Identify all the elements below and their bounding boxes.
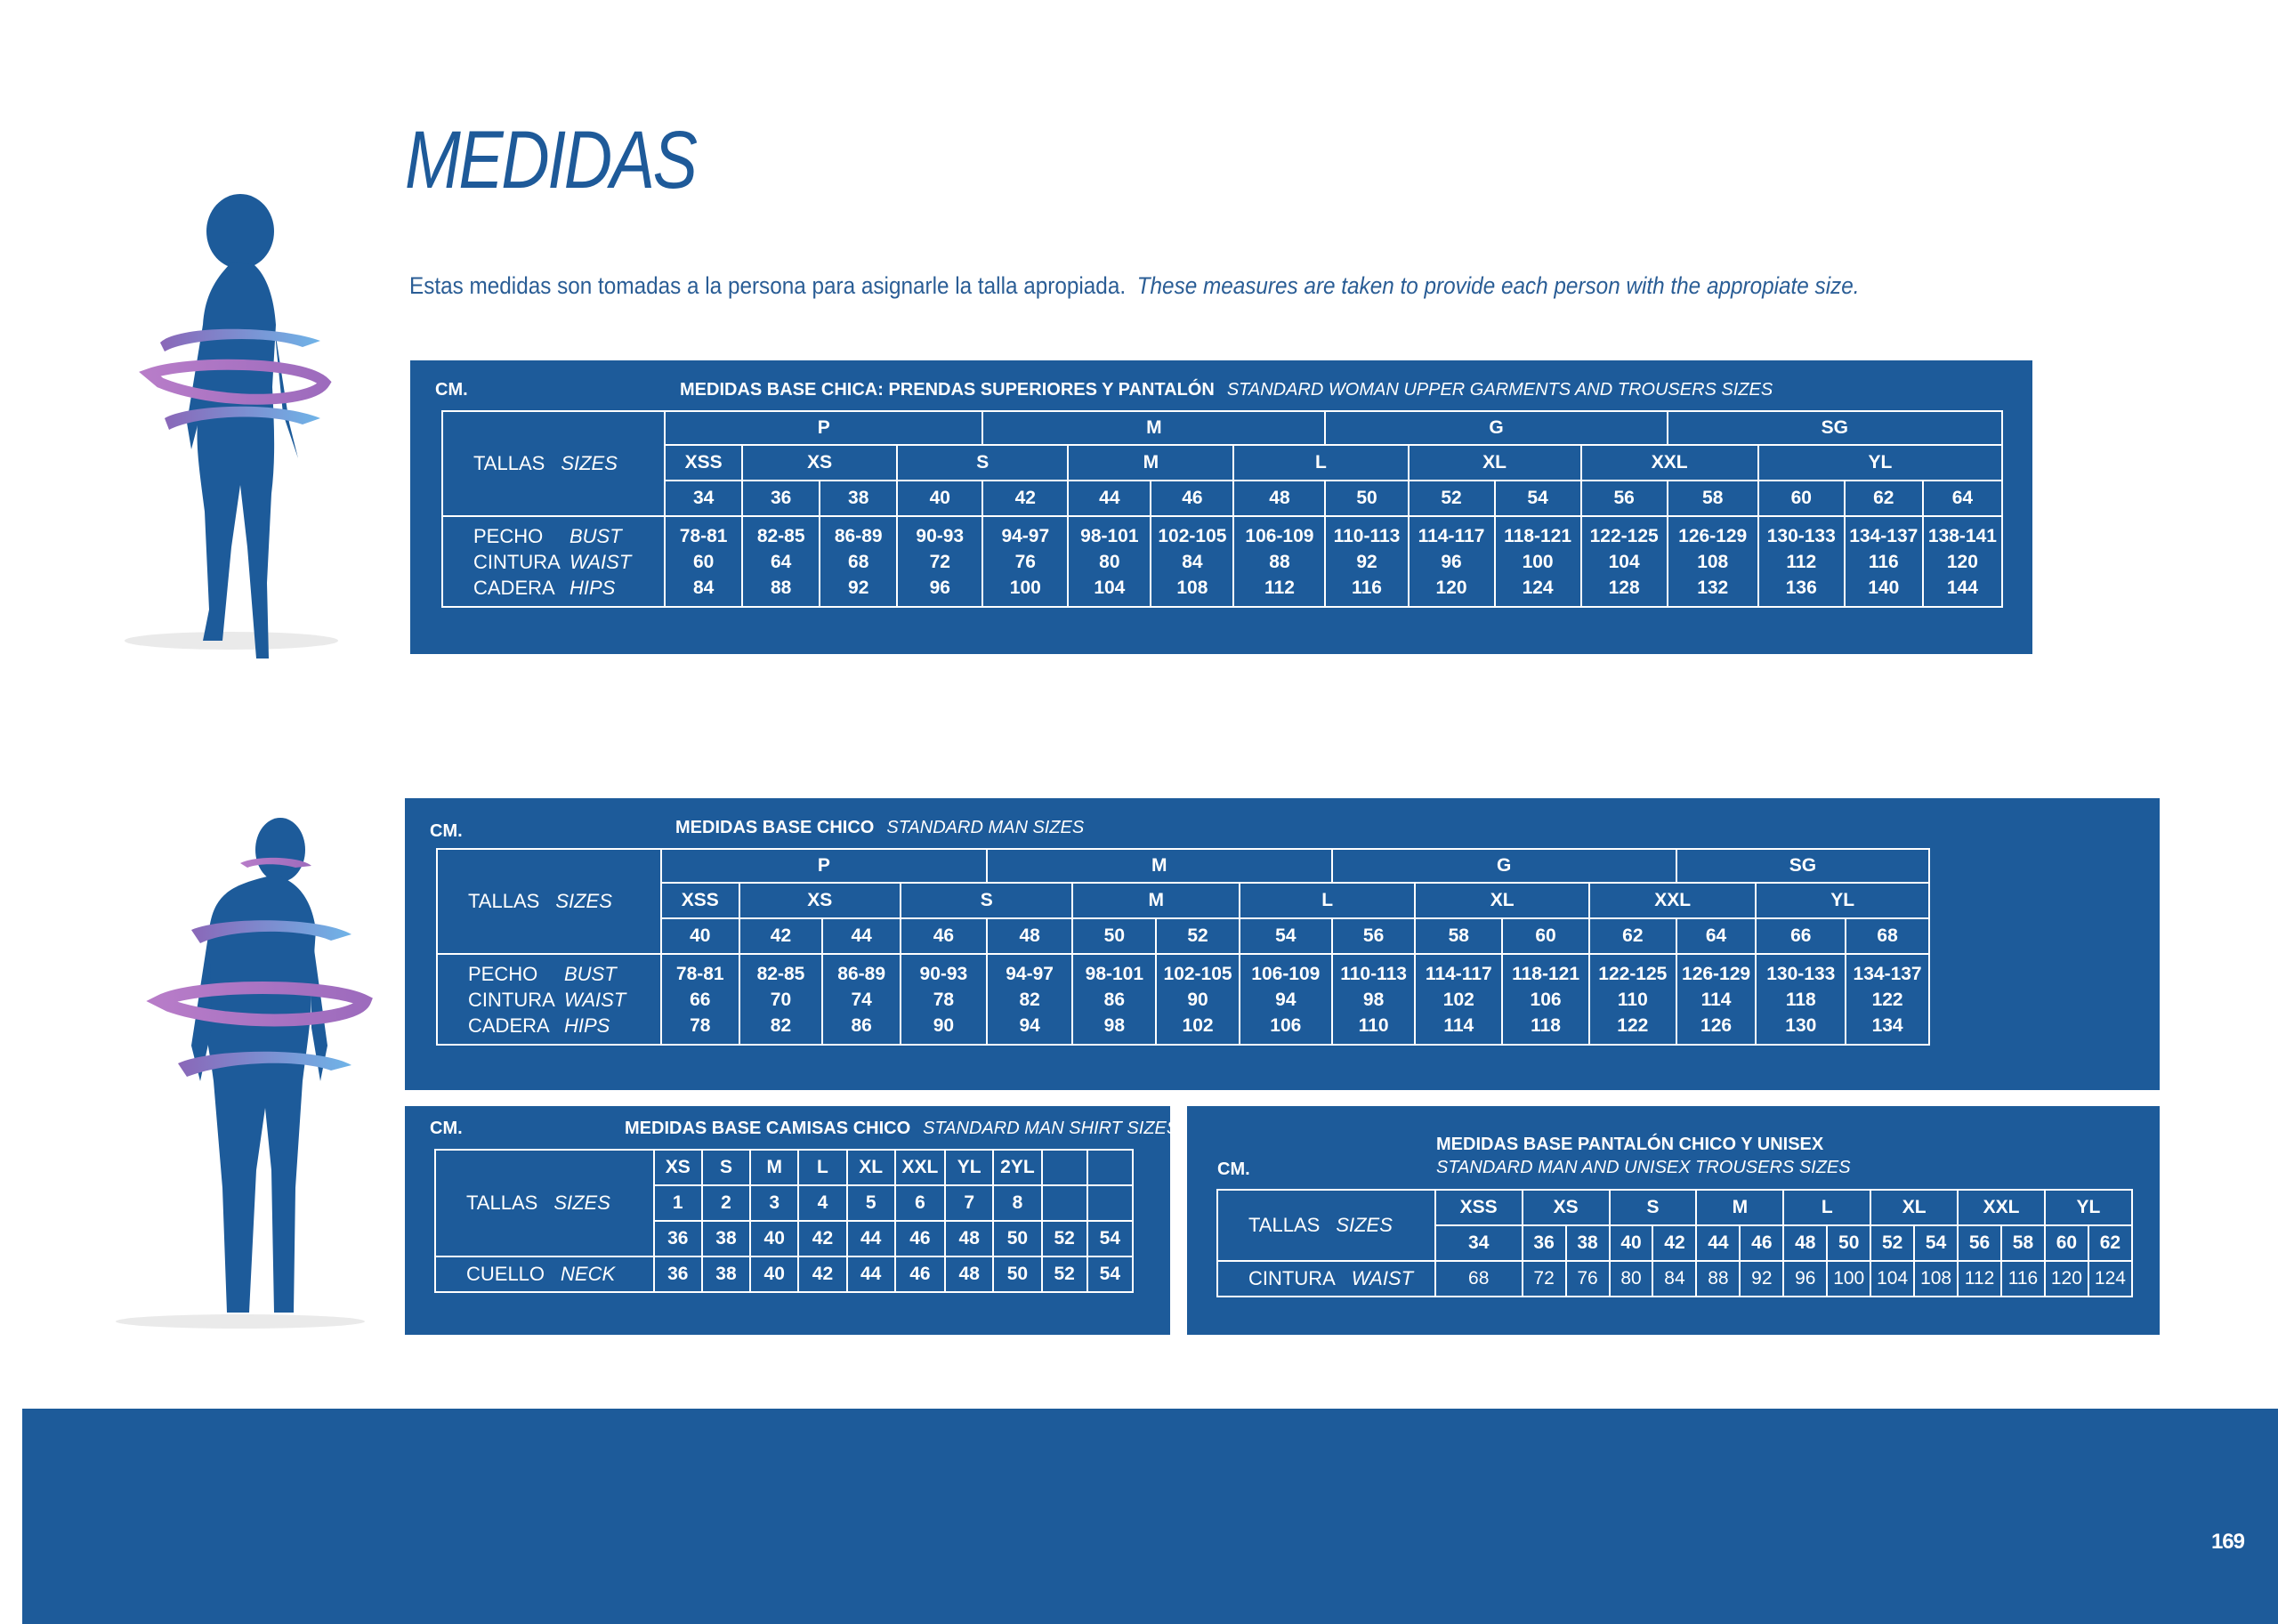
man-size-table bbox=[436, 848, 1930, 1046]
measure-value-cell: 86-89 74 86 bbox=[822, 954, 901, 1045]
measure-value-cell: 82-85 64 88 bbox=[742, 516, 820, 607]
size-cell: XS bbox=[739, 883, 901, 918]
measure-value-cell: 126-129 114 126 bbox=[1676, 954, 1757, 1045]
measure-value-cell: 106-109 94 106 bbox=[1240, 954, 1332, 1045]
size-number-cell: 60 bbox=[1502, 918, 1589, 954]
shirt-size-table bbox=[434, 1149, 1134, 1293]
waist-value-cell: 84 bbox=[1652, 1261, 1696, 1297]
number-row bbox=[437, 918, 1929, 954]
waist-label-cell: CINTURA WAIST bbox=[1217, 1261, 1435, 1297]
measure-value-cell: 114-117 102 114 bbox=[1415, 954, 1502, 1045]
waist-value-cell: 112 bbox=[1958, 1261, 2001, 1297]
group-cell: SG bbox=[1668, 411, 2002, 445]
measure-value-cell: 134-137 116 140 bbox=[1845, 516, 1923, 607]
waist-row bbox=[1217, 1261, 2132, 1297]
waist-value-cell: 92 bbox=[1740, 1261, 1783, 1297]
size-number-cell: 48 bbox=[1783, 1225, 1827, 1261]
measure-value-cell: 126-129 108 132 bbox=[1668, 516, 1758, 607]
size-number-cell: 62 bbox=[1845, 481, 1923, 516]
group-row bbox=[437, 849, 1929, 883]
woman-silhouette-icon bbox=[98, 191, 347, 672]
woman-size-table bbox=[441, 410, 2003, 608]
size-row bbox=[442, 445, 2002, 481]
waist-value-cell: 120 bbox=[2045, 1261, 2088, 1297]
measure-value-cell: 98-101 86 98 bbox=[1072, 954, 1156, 1045]
waist-value-cell: 108 bbox=[1914, 1261, 1958, 1297]
neck-row bbox=[435, 1256, 1133, 1292]
man-table-title bbox=[675, 818, 1084, 838]
size-number-cell: 44 bbox=[1068, 481, 1151, 516]
neck-value-cell: 42 bbox=[798, 1256, 846, 1292]
size-cell: XL bbox=[1409, 445, 1581, 481]
size-cell: M bbox=[750, 1150, 798, 1185]
neck-value-cell: 38 bbox=[702, 1256, 750, 1292]
measure-label-cell: PECHO BUST CINTURA WAIST CADERA HIPS bbox=[437, 954, 661, 1045]
size-number-cell: 52 bbox=[1409, 481, 1495, 516]
size-number-cell: 46 bbox=[1740, 1225, 1783, 1261]
size-cell: XS bbox=[1523, 1190, 1610, 1225]
size-number-cell bbox=[1042, 1185, 1087, 1221]
shirt-size-panel bbox=[405, 1106, 1179, 1335]
measure-value-cell: 78-81 66 78 bbox=[661, 954, 739, 1045]
size-cell: L bbox=[1783, 1190, 1870, 1225]
neck-value-cell: 44 bbox=[847, 1256, 895, 1292]
waist-value-cell: 96 bbox=[1783, 1261, 1827, 1297]
trousers-title-en: STANDARD MAN AND UNISEX TROUSERS SIZES bbox=[1436, 1158, 1851, 1177]
size-number-cell: 68 bbox=[1846, 918, 1929, 954]
waist-value-cell: 104 bbox=[1870, 1261, 1914, 1297]
woman-title-en: STANDARD WOMAN UPPER GARMENTS AND TROUSERS SIZES bbox=[1226, 380, 1773, 400]
sizes-label: SIZES bbox=[555, 890, 612, 912]
size-number-cell: 56 bbox=[1332, 918, 1416, 954]
trousers-title-es: MEDIDAS BASE PANTALÓN CHICO Y UNISEX bbox=[1436, 1135, 1824, 1154]
size-number-cell: 40 bbox=[1610, 1225, 1653, 1261]
size-cell: 2YL bbox=[993, 1150, 1041, 1185]
cm-cell: 50 bbox=[993, 1221, 1041, 1256]
size-number-cell: 42 bbox=[1652, 1225, 1696, 1261]
waist-value-cell: 116 bbox=[2001, 1261, 2045, 1297]
size-cell: XXL bbox=[1589, 883, 1756, 918]
size-number-cell: 36 bbox=[1523, 1225, 1566, 1261]
size-cell: XL bbox=[1870, 1190, 1958, 1225]
size-cell: L bbox=[1240, 883, 1416, 918]
group-cell: P bbox=[665, 411, 982, 445]
size-cell: S bbox=[901, 883, 1072, 918]
size-cell: S bbox=[897, 445, 1068, 481]
size-number-cell: 56 bbox=[1958, 1225, 2001, 1261]
tallas-label: TALLAS bbox=[473, 452, 545, 474]
size-number-cell: 42 bbox=[739, 918, 823, 954]
size-cell: XSS bbox=[665, 445, 742, 481]
size-number-cell: 40 bbox=[661, 918, 739, 954]
cm-label: CM. bbox=[1217, 1159, 1250, 1179]
size-number-cell: 2 bbox=[702, 1185, 750, 1221]
size-number-cell: 58 bbox=[1668, 481, 1758, 516]
measure-value-cell: 122-125 104 128 bbox=[1581, 516, 1668, 607]
group-cell: P bbox=[661, 849, 987, 883]
size-cell: XL bbox=[1415, 883, 1589, 918]
neck-value-cell: 36 bbox=[654, 1256, 702, 1292]
size-number-cell: 1 bbox=[654, 1185, 702, 1221]
cm-cell: 44 bbox=[847, 1221, 895, 1256]
size-number-cell: 52 bbox=[1870, 1225, 1914, 1261]
size-cell: L bbox=[798, 1150, 846, 1185]
size-number-cell: 50 bbox=[1827, 1225, 1870, 1261]
measure-value-cell: 90-93 78 90 bbox=[901, 954, 987, 1045]
size-cell: XS bbox=[742, 445, 897, 481]
waist-value-cell: 100 bbox=[1827, 1261, 1870, 1297]
size-number-cell: 4 bbox=[798, 1185, 846, 1221]
woman-table-title bbox=[680, 380, 1773, 400]
size-number-cell: 54 bbox=[1495, 481, 1581, 516]
measure-value-cell: 106-109 88 112 bbox=[1233, 516, 1325, 607]
group-row bbox=[442, 411, 2002, 445]
size-number-cell: 38 bbox=[1566, 1225, 1610, 1261]
group-cell: G bbox=[1332, 849, 1676, 883]
page-title: MEDIDAS bbox=[405, 115, 696, 206]
size-cell bbox=[1087, 1150, 1133, 1185]
measure-row bbox=[437, 954, 1929, 1045]
number-row bbox=[442, 481, 2002, 516]
size-cell: YL bbox=[1758, 445, 2002, 481]
man-silhouette-icon bbox=[98, 814, 383, 1330]
cm-cell: 38 bbox=[702, 1221, 750, 1256]
measure-value-cell: 134-137 122 134 bbox=[1846, 954, 1929, 1045]
size-cell: XXL bbox=[1958, 1190, 2045, 1225]
size-number-cell: 62 bbox=[2088, 1225, 2132, 1261]
measure-value-cell: 122-125 110 122 bbox=[1589, 954, 1676, 1045]
size-row bbox=[435, 1150, 1133, 1185]
measure-value-cell: 98-101 80 104 bbox=[1068, 516, 1151, 607]
sizes-label: SIZES bbox=[1336, 1214, 1393, 1236]
measure-value-cell: 78-81 60 84 bbox=[665, 516, 742, 607]
size-number-cell: 48 bbox=[987, 918, 1073, 954]
size-cell: XXL bbox=[895, 1150, 945, 1185]
neck-value-cell: 54 bbox=[1087, 1256, 1133, 1292]
size-cell: M bbox=[1072, 883, 1239, 918]
tallas-cell bbox=[435, 1150, 654, 1256]
measure-label-cell: PECHO BUST CINTURA WAIST CADERA HIPS bbox=[442, 516, 665, 607]
neck-value-cell: 52 bbox=[1042, 1256, 1087, 1292]
measure-value-cell: 110-113 98 110 bbox=[1332, 954, 1416, 1045]
intro-text bbox=[409, 272, 1860, 300]
size-number-cell: 48 bbox=[1233, 481, 1325, 516]
size-number-cell: 56 bbox=[1581, 481, 1668, 516]
man-size-panel bbox=[405, 798, 2160, 1090]
size-number-cell: 52 bbox=[1156, 918, 1240, 954]
waist-value-cell: 76 bbox=[1566, 1261, 1610, 1297]
size-cell: XSS bbox=[661, 883, 739, 918]
cm-cell: 54 bbox=[1087, 1221, 1133, 1256]
size-number-cell: 3 bbox=[750, 1185, 798, 1221]
tallas-cell bbox=[437, 849, 661, 954]
page-number: 169 bbox=[2210, 1530, 2244, 1554]
size-number-cell: 54 bbox=[1240, 918, 1332, 954]
size-cell: XSS bbox=[1435, 1190, 1523, 1225]
measure-value-cell: 118-121 106 118 bbox=[1502, 954, 1589, 1045]
size-number-cell: 46 bbox=[901, 918, 987, 954]
neck-label-cell: CUELLO NECK bbox=[435, 1256, 654, 1292]
measure-value-cell: 130-133 112 136 bbox=[1758, 516, 1845, 607]
size-number-cell bbox=[1087, 1185, 1133, 1221]
size-number-cell: 44 bbox=[1696, 1225, 1740, 1261]
size-cell: XXL bbox=[1581, 445, 1758, 481]
size-cell: S bbox=[702, 1150, 750, 1185]
size-number-cell: 58 bbox=[2001, 1225, 2045, 1261]
shirt-table-title bbox=[625, 1119, 1178, 1139]
measure-value-cell: 130-133 118 130 bbox=[1756, 954, 1846, 1045]
trousers-size-panel bbox=[1187, 1106, 2160, 1335]
size-number-cell: 64 bbox=[1676, 918, 1757, 954]
size-cell: S bbox=[1610, 1190, 1697, 1225]
size-cell: YL bbox=[1756, 883, 1929, 918]
sizes-label: SIZES bbox=[561, 452, 618, 474]
tallas-cell bbox=[442, 411, 665, 516]
measure-value-cell: 114-117 96 120 bbox=[1409, 516, 1495, 607]
measure-value-cell: 90-93 72 96 bbox=[897, 516, 982, 607]
cm-label: CM. bbox=[430, 1119, 463, 1138]
sizes-label: SIZES bbox=[553, 1192, 610, 1214]
cm-label: CM. bbox=[435, 380, 468, 400]
cm-cell: 48 bbox=[945, 1221, 993, 1256]
waist-value-cell: 72 bbox=[1523, 1261, 1566, 1297]
size-cell bbox=[1042, 1150, 1087, 1185]
size-number-cell: 34 bbox=[1435, 1225, 1523, 1261]
size-number-cell: 8 bbox=[993, 1185, 1041, 1221]
size-cell: XS bbox=[654, 1150, 702, 1185]
size-number-cell: 40 bbox=[897, 481, 982, 516]
measure-value-cell: 102-105 84 108 bbox=[1151, 516, 1233, 607]
size-row bbox=[437, 883, 1929, 918]
size-number-cell: 58 bbox=[1415, 918, 1502, 954]
measure-value-cell: 102-105 90 102 bbox=[1156, 954, 1240, 1045]
group-cell: M bbox=[987, 849, 1332, 883]
tallas-label: TALLAS bbox=[466, 1192, 538, 1214]
tallas-label: TALLAS bbox=[468, 890, 540, 912]
size-row bbox=[1217, 1190, 2132, 1225]
neck-value-cell: 46 bbox=[895, 1256, 945, 1292]
size-number-cell: 64 bbox=[1923, 481, 2002, 516]
measure-value-cell: 86-89 68 92 bbox=[820, 516, 897, 607]
cm-cell: 36 bbox=[654, 1221, 702, 1256]
size-cell: L bbox=[1233, 445, 1408, 481]
size-number-cell: 44 bbox=[822, 918, 901, 954]
size-number-cell: 46 bbox=[1151, 481, 1233, 516]
size-number-cell: 5 bbox=[847, 1185, 895, 1221]
size-cell: YL bbox=[945, 1150, 993, 1185]
measure-row bbox=[442, 516, 2002, 607]
measure-value-cell: 138-141 120 144 bbox=[1923, 516, 2002, 607]
size-number-cell: 60 bbox=[2045, 1225, 2088, 1261]
group-cell: M bbox=[982, 411, 1325, 445]
man-title-en: STANDARD MAN SIZES bbox=[886, 818, 1085, 837]
waist-value-cell: 124 bbox=[2088, 1261, 2132, 1297]
neck-value-cell: 50 bbox=[993, 1256, 1041, 1292]
measure-value-cell: 94-97 82 94 bbox=[987, 954, 1073, 1045]
shirt-title-en: STANDARD MAN SHIRT SIZES bbox=[923, 1119, 1179, 1138]
size-number-cell: 54 bbox=[1914, 1225, 1958, 1261]
size-cell: M bbox=[1696, 1190, 1783, 1225]
woman-title-es: MEDIDAS BASE CHICA: PRENDAS SUPERIORES Y PANTALÓN bbox=[680, 380, 1215, 400]
size-number-cell: 42 bbox=[982, 481, 1068, 516]
group-cell: G bbox=[1325, 411, 1667, 445]
measure-value-cell: 94-97 76 100 bbox=[982, 516, 1068, 607]
size-number-cell: 7 bbox=[945, 1185, 993, 1221]
cm-label: CM. bbox=[430, 821, 463, 841]
cm-cell: 42 bbox=[798, 1221, 846, 1256]
size-number-cell: 38 bbox=[820, 481, 897, 516]
trousers-table-title bbox=[1436, 1133, 1851, 1179]
neck-value-cell: 48 bbox=[945, 1256, 993, 1292]
woman-size-panel bbox=[410, 360, 2032, 654]
footer-band bbox=[22, 1409, 2278, 1624]
waist-value-cell: 68 bbox=[1435, 1261, 1523, 1297]
size-number-cell: 6 bbox=[895, 1185, 945, 1221]
size-cell: YL bbox=[2045, 1190, 2132, 1225]
man-title-es: MEDIDAS BASE CHICO bbox=[675, 818, 875, 837]
intro-es: Estas medidas son tomadas a la persona para asignarle la talla apropiada. bbox=[409, 272, 1127, 299]
tallas-cell bbox=[1217, 1190, 1435, 1261]
trousers-size-table bbox=[1216, 1189, 2133, 1297]
size-number-cell: 34 bbox=[665, 481, 742, 516]
size-cell: XL bbox=[847, 1150, 895, 1185]
size-number-cell: 50 bbox=[1325, 481, 1408, 516]
intro-en: These measures are taken to provide each person with the appropiate size. bbox=[1136, 272, 1860, 299]
cm-cell: 46 bbox=[895, 1221, 945, 1256]
size-number-cell: 60 bbox=[1758, 481, 1845, 516]
size-number-cell: 62 bbox=[1589, 918, 1676, 954]
tallas-label: TALLAS bbox=[1248, 1214, 1321, 1236]
shirt-title-es: MEDIDAS BASE CAMISAS CHICO bbox=[625, 1119, 911, 1138]
measure-value-cell: 82-85 70 82 bbox=[739, 954, 823, 1045]
neck-value-cell: 40 bbox=[750, 1256, 798, 1292]
size-number-cell: 36 bbox=[742, 481, 820, 516]
cm-cell: 52 bbox=[1042, 1221, 1087, 1256]
waist-value-cell: 80 bbox=[1610, 1261, 1653, 1297]
cm-cell: 40 bbox=[750, 1221, 798, 1256]
size-cell: M bbox=[1068, 445, 1233, 481]
size-number-cell: 50 bbox=[1072, 918, 1156, 954]
waist-value-cell: 88 bbox=[1696, 1261, 1740, 1297]
size-number-cell: 66 bbox=[1756, 918, 1846, 954]
measure-value-cell: 110-113 92 116 bbox=[1325, 516, 1408, 607]
group-cell: SG bbox=[1676, 849, 1929, 883]
measure-value-cell: 118-121 100 124 bbox=[1495, 516, 1581, 607]
